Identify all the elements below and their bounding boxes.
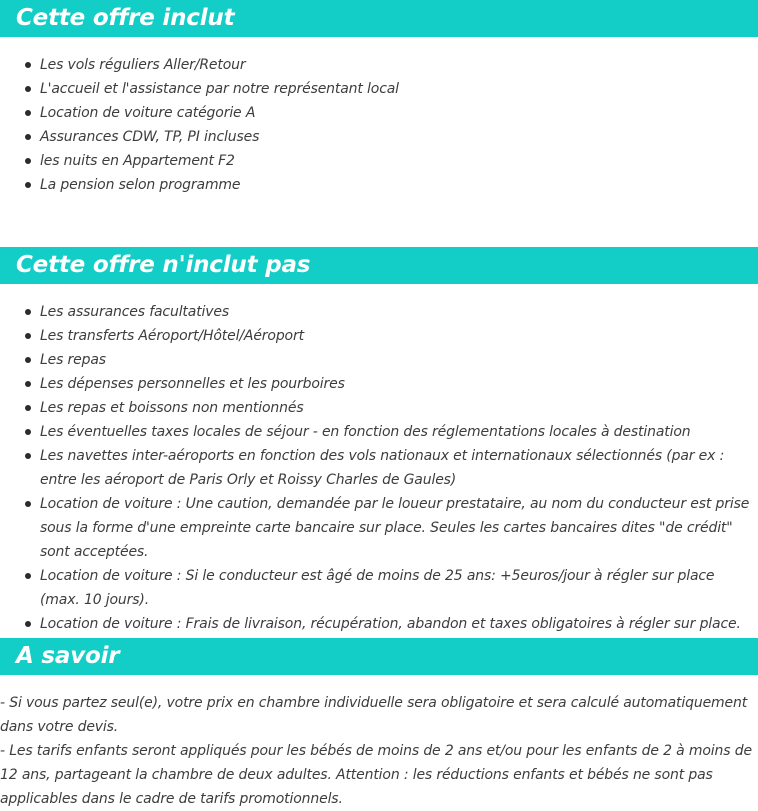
list-item-text: Location de voiture : Une caution, demandée par le loueur prestataire, au nom du conducteur est prise sous la forme d'une empreinte carte bancaire sur place. Seules les cartes bancaires dites "de crédit" sont acceptées. <box>40 496 750 560</box>
to-know-title: A savoir <box>16 643 120 669</box>
bullet-icon <box>25 381 31 387</box>
to-know-section-header <box>0 638 758 675</box>
list-item-text: Les dépenses personnelles et les pourboires <box>40 376 345 392</box>
included-list <box>0 53 758 197</box>
list-item-text: Les navettes inter-aéroports en fonction des vols nationaux et internationaux sélectionnés (par ex : entre les aéroport de Paris Orly et Roissy Charles de Gaules) <box>40 448 725 488</box>
to-know-paragraph: - Les tarifs enfants seront appliqués pour les bébés de moins de 2 ans et/ou pour les enfants de 2 à moins de 12 ans, partageant la chambre de deux adultes. Attention : les réductions enfants et bébés ne sont pas applicables dans le cadre de tarifs promotionnels. <box>0 743 752 807</box>
bullet-icon <box>25 429 31 435</box>
not-included-title: Cette offre n'inclut pas <box>16 252 311 278</box>
to-know-paragraph: - Si vous partez seul(e), votre prix en chambre individuelle sera obligatoire et sera calculé automatiquement dans votre devis. <box>0 695 748 735</box>
list-item <box>0 444 758 492</box>
list-item <box>0 101 758 125</box>
list-item <box>0 492 758 564</box>
included-section-header <box>0 0 758 37</box>
bullet-icon <box>25 134 31 140</box>
bullet-icon <box>25 110 31 116</box>
bullet-icon <box>25 621 31 627</box>
list-item <box>0 149 758 173</box>
list-item <box>0 564 758 612</box>
list-item <box>0 396 758 420</box>
bullet-icon <box>25 86 31 92</box>
bullet-icon <box>25 573 31 579</box>
bullet-icon <box>25 333 31 339</box>
list-item-text: L'accueil et l'assistance par notre représentant local <box>40 81 399 97</box>
list-item-text: Les transferts Aéroport/Hôtel/Aéroport <box>40 328 304 344</box>
list-item-text: Les vols réguliers Aller/Retour <box>40 57 246 73</box>
bullet-icon <box>25 309 31 315</box>
list-item-text: Les assurances facultatives <box>40 304 230 320</box>
list-item <box>0 173 758 197</box>
bullet-icon <box>25 182 31 188</box>
bullet-icon <box>25 501 31 507</box>
list-item <box>0 324 758 348</box>
list-item <box>0 420 758 444</box>
list-item-text: Assurances CDW, TP, PI incluses <box>40 129 260 145</box>
list-item-text: Location de voiture : Frais de livraison, récupération, abandon et taxes obligatoires à régler sur place. <box>40 616 741 632</box>
list-item <box>0 348 758 372</box>
bullet-icon <box>25 357 31 363</box>
list-item-text: les nuits en Appartement F2 <box>40 153 235 169</box>
list-item <box>0 612 758 636</box>
list-item <box>0 372 758 396</box>
included-title: Cette offre inclut <box>16 5 235 31</box>
bullet-icon <box>25 453 31 459</box>
list-item-text: Les repas <box>40 352 106 368</box>
list-item-text: La pension selon programme <box>40 177 241 193</box>
list-item <box>0 300 758 324</box>
list-item-text: Location de voiture : Si le conducteur est âgé de moins de 25 ans: +5euros/jour à régler sur place (max. 10 jours). <box>40 568 715 608</box>
not-included-section-header <box>0 247 758 284</box>
list-item-text: Les repas et boissons non mentionnés <box>40 400 304 416</box>
bullet-icon <box>25 405 31 411</box>
list-item-text: Location de voiture catégorie A <box>40 105 256 121</box>
bullet-icon <box>25 158 31 164</box>
list-item <box>0 53 758 77</box>
list-item-text: Les éventuelles taxes locales de séjour - en fonction des réglementations locales à destination <box>40 424 691 440</box>
list-item <box>0 125 758 149</box>
to-know-text <box>0 691 752 811</box>
list-item <box>0 77 758 101</box>
bullet-icon <box>25 62 31 68</box>
not-included-list <box>0 300 758 636</box>
